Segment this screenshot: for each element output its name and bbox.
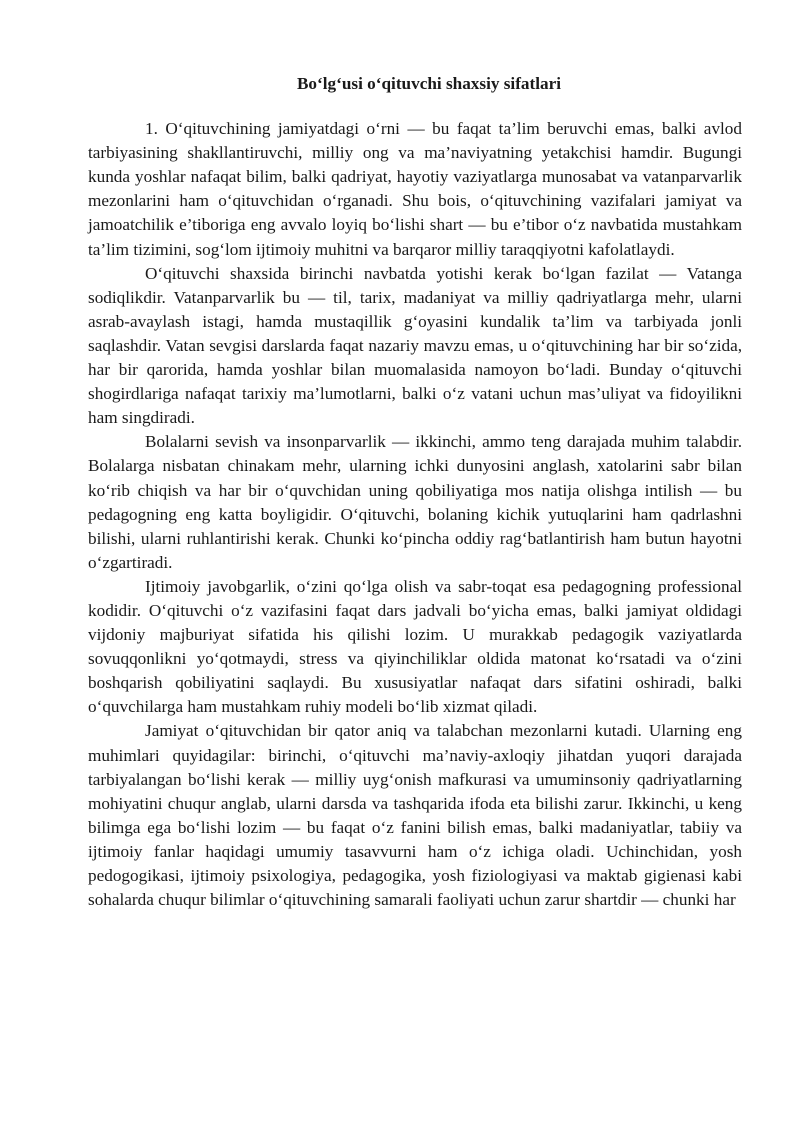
paragraph-3: Bolalarni sevish va insonparvarlik — ikkinchi, ammo teng darajada muhim talabdir. Bolalarga nisbatan chinakam mehr, ularning ichki dunyosini anglash, xatolarini sabr bilan ko‘rib chiqish va har bir o‘quvchidan uning qobiliyatiga mos natija olishga intilish — bu pedagogning eng katta boyligidir. O‘qituvchi, bolaning kichik yutuqlarini ham qadrlashni bilishi, ularni ruhlantirishi kerak. Chunki ko‘pincha oddiy rag‘batlantirish ham butun hayotni o‘zgartiradi.: [88, 432, 742, 572]
paragraph-4: Ijtimoiy javobgarlik, o‘zini qo‘lga olish va sabr-toqat esa pedagogning professional kodidir. O‘qituvchi o‘z vazifasini faqat dars jadvali bo‘yicha emas, balki jamiyat oldidagi vijdoniy majburiyat sifatida his qilishi lozim. U murakkab pedagogik vaziyatlarda sovuqqonlikni yo‘qotmaydi, stress va qiyinchiliklar oldida matonat ko‘rsatadi va o‘zini boshqarish qobiliyatini saqlaydi. Bu xususiyatlar nafaqat dars sifatini oshiradi, balki o‘quvchilarga ham mustahkam ruhiy modeli bo‘lib xizmat qiladi.: [88, 576, 742, 717]
paragraph-2: O‘qituvchi shaxsida birinchi navbatda yotishi kerak bo‘lgan fazilat — Vatanga sodiqlikdir. Vatanparvarlik bu — til, tarix, madaniyat va milliy qadriyatlarga mehr, ularni asrab-avaylash istagi, hamda mustaqillik g‘oyasini kundalik ta’lim va tarbiyada jonli saqlashdir. Vatan sevgisi darslarda faqat nazariy mavzu emas, u o‘qituvchining har bir so‘zida, har bir qarorida, hamda yoshlar bilan muomalasida namoyon bo‘ladi. Bunday o‘qituvchi shogirdlariga nafaqat tarixiy ma’lumotlarni, balki o‘z vatani uchun mas’uliyat va fidoyilikni ham singdiradi.: [88, 263, 742, 428]
document-page: [88, 72, 742, 912]
document-title: Bo‘lg‘usi o‘qituvchi shaxsiy sifatlari: [296, 74, 562, 93]
paragraph-1: 1. O‘qituvchining jamiyatdagi o‘rni — bu faqat ta’lim beruvchi emas, balki avlod tarbiyasining shakllantiruvchi, milliy ong va ma’naviyatning yetakchisi hamdir. Bugungi kunda yoshlar nafaqat bilim, balki qadriyat, hayotiy vaziyatlarga munosabat va vatanparvarlik mezonlarini ham o‘qituvchidan o‘rganadi. Shu bois, o‘qituvchining vazifalari jamiyat va jamoatchilik e’tiboriga eng avvalo loyiq bo‘lishi shart — bu e’tibor o‘z navbatida mustahkam ta’lim tizimini, sog‘lom ijtimoiy muhitni va barqaror milliy taraqqiyotni kafolatlaydi.: [88, 119, 742, 259]
paragraph-5: Jamiyat o‘qituvchidan bir qator aniq va talabchan mezonlarni kutadi. Ularning eng muhimlari quyidagilar: birinchi, o‘qituvchi ma’naviy-axloqiy jihatdan yuqori darajada tarbiyalangan bo‘lishi kerak — milliy uyg‘onish mafkurasi va umuminsoniy qadriyatlarning mohiyatini chuqur anglab, ularni darsda va tashqarida ifoda eta bilishi zarur. Ikkinchi, u keng bilimga ega bo‘lishi lozim — bu faqat o‘z fanini bilish emas, balki madaniyatlar, tabiiy va ijtimoiy fanlar haqidagi umumiy tasavvurni ham o‘z ichiga oladi. Uchinchidan, yosh pedogogikasi, ijtimoiy psixologiya, pedagogika, yosh fiziologiyasi va maktab gigienasi kabi sohalarda chuqur bilimlar o‘qituvchining samarali faoliyati uchun zarur shartdir — chunki har: [88, 721, 742, 910]
